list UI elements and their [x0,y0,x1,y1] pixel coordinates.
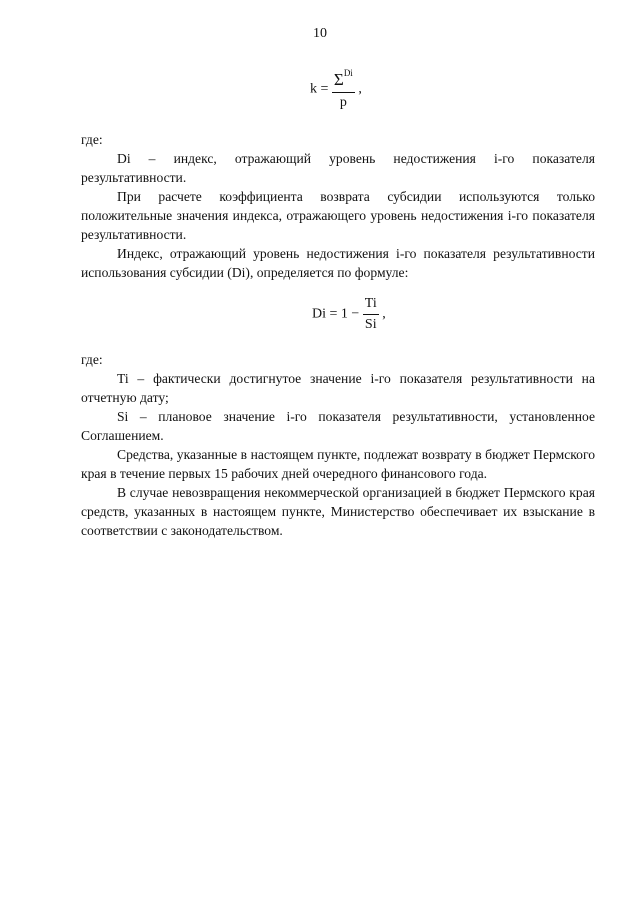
where-label-2: где: [81,352,103,367]
formula-di-numerator: Ti [363,296,379,315]
definitions-block-2 [81,350,595,540]
page-number: 10 [313,26,327,41]
formula-di [312,296,386,333]
formula-k-numerator [332,68,355,93]
formula-k-comma: , [358,81,362,97]
formula-k [310,68,362,111]
formula-k-lhs: k = [310,81,329,97]
index-paragraph: Индекс, отражающий уровень недостижения i-го показателя результативности использования субсидии (Di), определяется по формуле: [81,246,595,280]
calc-paragraph: При расчете коэффициента возврата субсидии используются только положительные значения индекса, отражающего уровень недостижения i-го показателя результативности. [81,189,595,242]
si-definition: Si – плановое значение i-го показателя результативности, установленное Соглашением. [81,409,595,443]
sum-symbol: Σ [333,70,344,89]
recovery-paragraph: В случае невозвращения некоммерческой организацией в бюджет Пермского края средств, указанных в настоящем пункте, Министерство обеспечивает их взыскание в соответствии с законодательством. [81,485,595,538]
formula-k-denominator: p [339,95,347,110]
formula-di-fraction [363,296,379,333]
return-paragraph: Средства, указанные в настоящем пункте, подлежат возврату в бюджет Пермского края в течение первых 15 рабочих дней очередного финансового года. [81,447,595,481]
di-definition: Di – индекс, отражающий уровень недостижения i-го показателя результативности. [81,151,595,185]
definitions-block-1 [81,130,595,282]
where-label-1: где: [81,132,103,147]
ti-definition: Ti – фактически достигнутое значение i-го показателя результативности на отчетную дату; [81,371,595,405]
formula-di-comma: , [382,306,386,322]
formula-k-fraction [332,68,355,111]
formula-di-denominator: Si [364,317,377,332]
formula-di-lhs: Di = 1 − [312,306,360,322]
sum-variable: Di [343,68,353,78]
